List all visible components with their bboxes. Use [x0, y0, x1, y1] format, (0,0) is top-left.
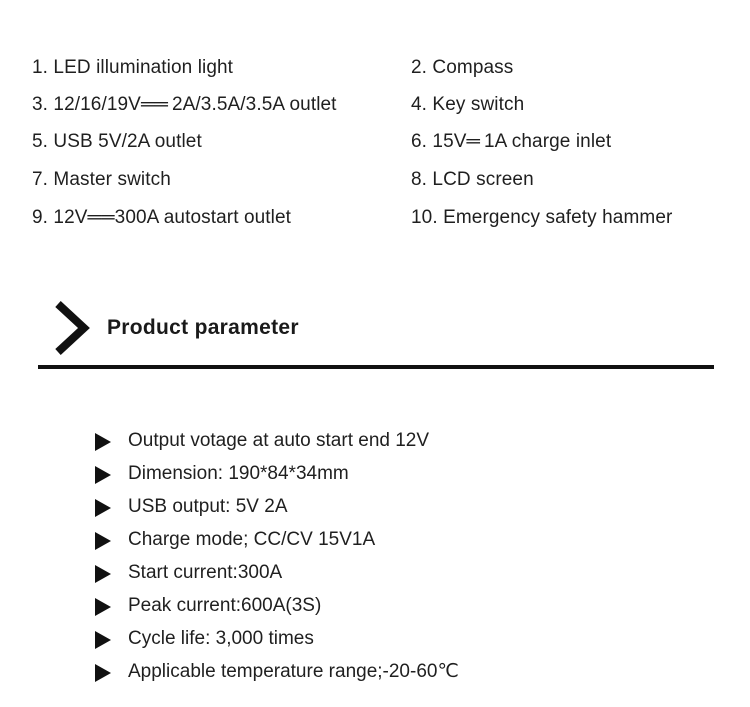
parameter-item: [95, 593, 735, 619]
section-title: Product parameter: [107, 316, 299, 339]
parameter-item: [95, 494, 735, 520]
feature-item-3: 3. 12/16/19V══ 2A/3.5A/3.5A outlet: [32, 94, 337, 115]
triangle-bullet-icon: [95, 631, 111, 649]
chevron-right-icon: [50, 300, 94, 356]
feature-item-1: 1. LED illumination light: [32, 57, 234, 78]
parameter-item: [95, 560, 735, 586]
triangle-bullet-icon: [95, 433, 111, 451]
feature-item-2: 2. Compass: [411, 57, 514, 78]
triangle-bullet-icon: [95, 598, 111, 616]
parameter-text: Applicable temperature range;-20-60℃: [128, 661, 459, 682]
feature-item-9: 9. 12V══300A autostart outlet: [32, 207, 292, 228]
feature-list: [0, 0, 750, 240]
parameter-text: Dimension: 190*84*34mm: [128, 463, 349, 484]
triangle-bullet-icon: [95, 565, 111, 583]
parameter-text: Start current:300A: [128, 562, 283, 583]
parameter-item: [95, 428, 735, 454]
feature-item-10: 10. Emergency safety hammer: [411, 207, 673, 228]
feature-item-8: 8. LCD screen: [411, 169, 534, 190]
parameter-item: [95, 461, 735, 487]
parameter-text: Cycle life: 3,000 times: [128, 628, 314, 649]
feature-item-6: 6. 15V═ 1A charge inlet: [411, 131, 612, 152]
parameter-item: [95, 527, 735, 553]
parameter-item: [95, 626, 735, 652]
section-divider: [38, 365, 714, 369]
parameter-text: Charge mode; CC/CV 15V1A: [128, 529, 376, 550]
triangle-bullet-icon: [95, 499, 111, 517]
feature-item-4: 4. Key switch: [411, 94, 525, 115]
parameter-text: USB output: 5V 2A: [128, 496, 288, 517]
triangle-bullet-icon: [95, 664, 111, 682]
feature-item-7: 7. Master switch: [32, 169, 171, 190]
parameter-text: Peak current:600A(3S): [128, 595, 322, 616]
feature-item-5: 5. USB 5V/2A outlet: [32, 131, 202, 152]
product-parameter-header: [0, 290, 750, 380]
parameter-list: [0, 420, 750, 700]
parameter-text: Output votage at auto start end 12V: [128, 430, 430, 451]
triangle-bullet-icon: [95, 466, 111, 484]
triangle-bullet-icon: [95, 532, 111, 550]
parameter-item: [95, 659, 735, 685]
